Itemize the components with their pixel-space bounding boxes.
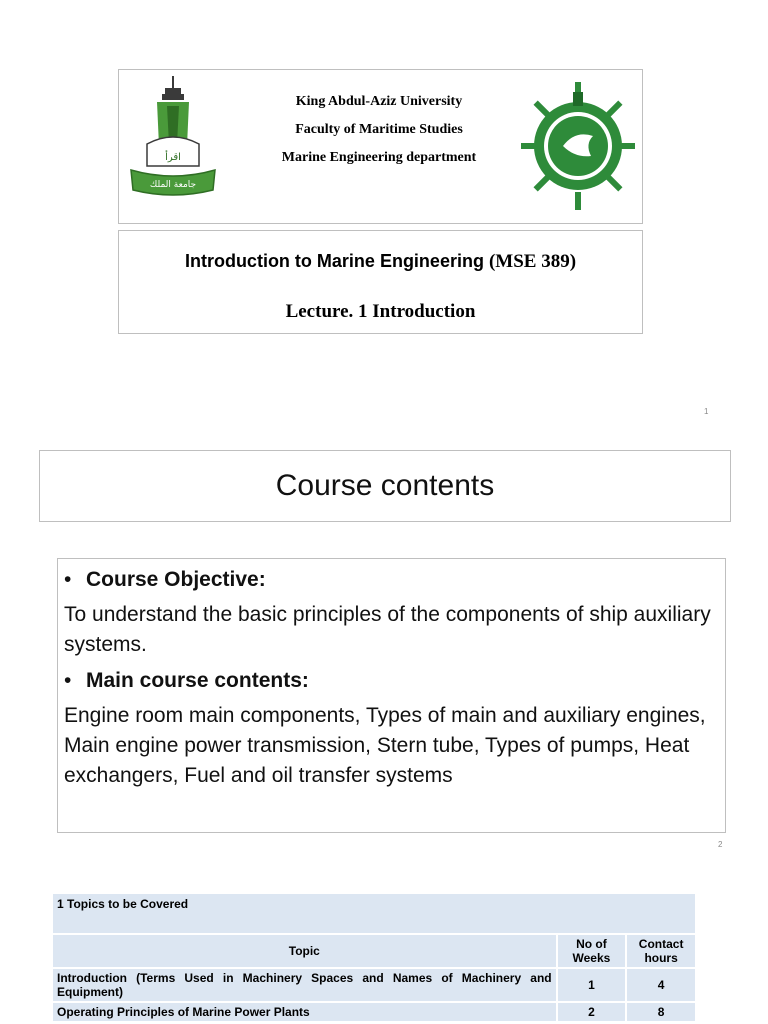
- course-contents-body-box: [57, 558, 726, 833]
- faculty-name: Faculty of Maritime Studies: [295, 122, 463, 137]
- course-title-line: [119, 251, 642, 273]
- row-topic: Introduction (Terms Used in Machinery Spaces and Names of Machinery and Equipment): [52, 968, 557, 1002]
- contents-heading: Main course contents:: [86, 669, 309, 692]
- objective-text: To understand the basic principles of the components of ship auxiliary systems.: [64, 603, 711, 656]
- objective-bullet: [64, 565, 724, 595]
- table-caption: 1 Topics to be Covered: [52, 893, 696, 934]
- table-header-row: [52, 934, 696, 968]
- row-weeks: 2: [557, 1002, 627, 1022]
- university-header-box: [118, 69, 643, 224]
- course-code: (MSE 389): [488, 251, 577, 272]
- table-row: [52, 1002, 696, 1022]
- header-weeks: No of Weeks: [557, 934, 627, 968]
- course-contents-title: Course contents: [275, 469, 495, 502]
- table-row: [52, 968, 696, 1002]
- header-hours: Contact hours: [626, 934, 696, 968]
- lecture-title: Lecture. 1 Introduction: [285, 301, 476, 322]
- svg-text:جامعة الملك: جامعة الملك: [149, 180, 197, 190]
- page-number-2: 2: [718, 840, 723, 849]
- maritime-faculty-logo: [519, 80, 637, 212]
- university-name-block: [269, 88, 489, 172]
- svg-text:اقرأ: اقرأ: [165, 152, 181, 163]
- lecture-title-box: [118, 230, 643, 334]
- university-name: King Abdul-Aziz University: [295, 94, 463, 109]
- header-topic: Topic: [52, 934, 557, 968]
- department-name: Marine Engineering department: [281, 150, 477, 165]
- table-caption-row: [52, 893, 696, 934]
- contents-text: Engine room main components, Types of main and auxiliary engines, Main engine power transmission, Stern tube, Types of pumps, Heat exchangers, Fuel and oil transfer systems: [64, 704, 706, 787]
- kau-logo: [127, 74, 219, 200]
- page-number-1: 1: [704, 407, 709, 416]
- topics-table: [51, 892, 697, 1023]
- bullet-dot: •: [64, 669, 72, 692]
- row-topic: Operating Principles of Marine Power Plants: [52, 1002, 557, 1022]
- course-contents-title-box: [39, 450, 731, 522]
- row-hours: 8: [626, 1002, 696, 1022]
- course-title: Introduction to Marine Engineering: [184, 251, 484, 271]
- contents-bullet: [64, 666, 724, 696]
- row-hours: 4: [626, 968, 696, 1002]
- bullet-dot: •: [64, 568, 72, 591]
- objective-heading: Course Objective:: [86, 568, 266, 591]
- row-weeks: 1: [557, 968, 627, 1002]
